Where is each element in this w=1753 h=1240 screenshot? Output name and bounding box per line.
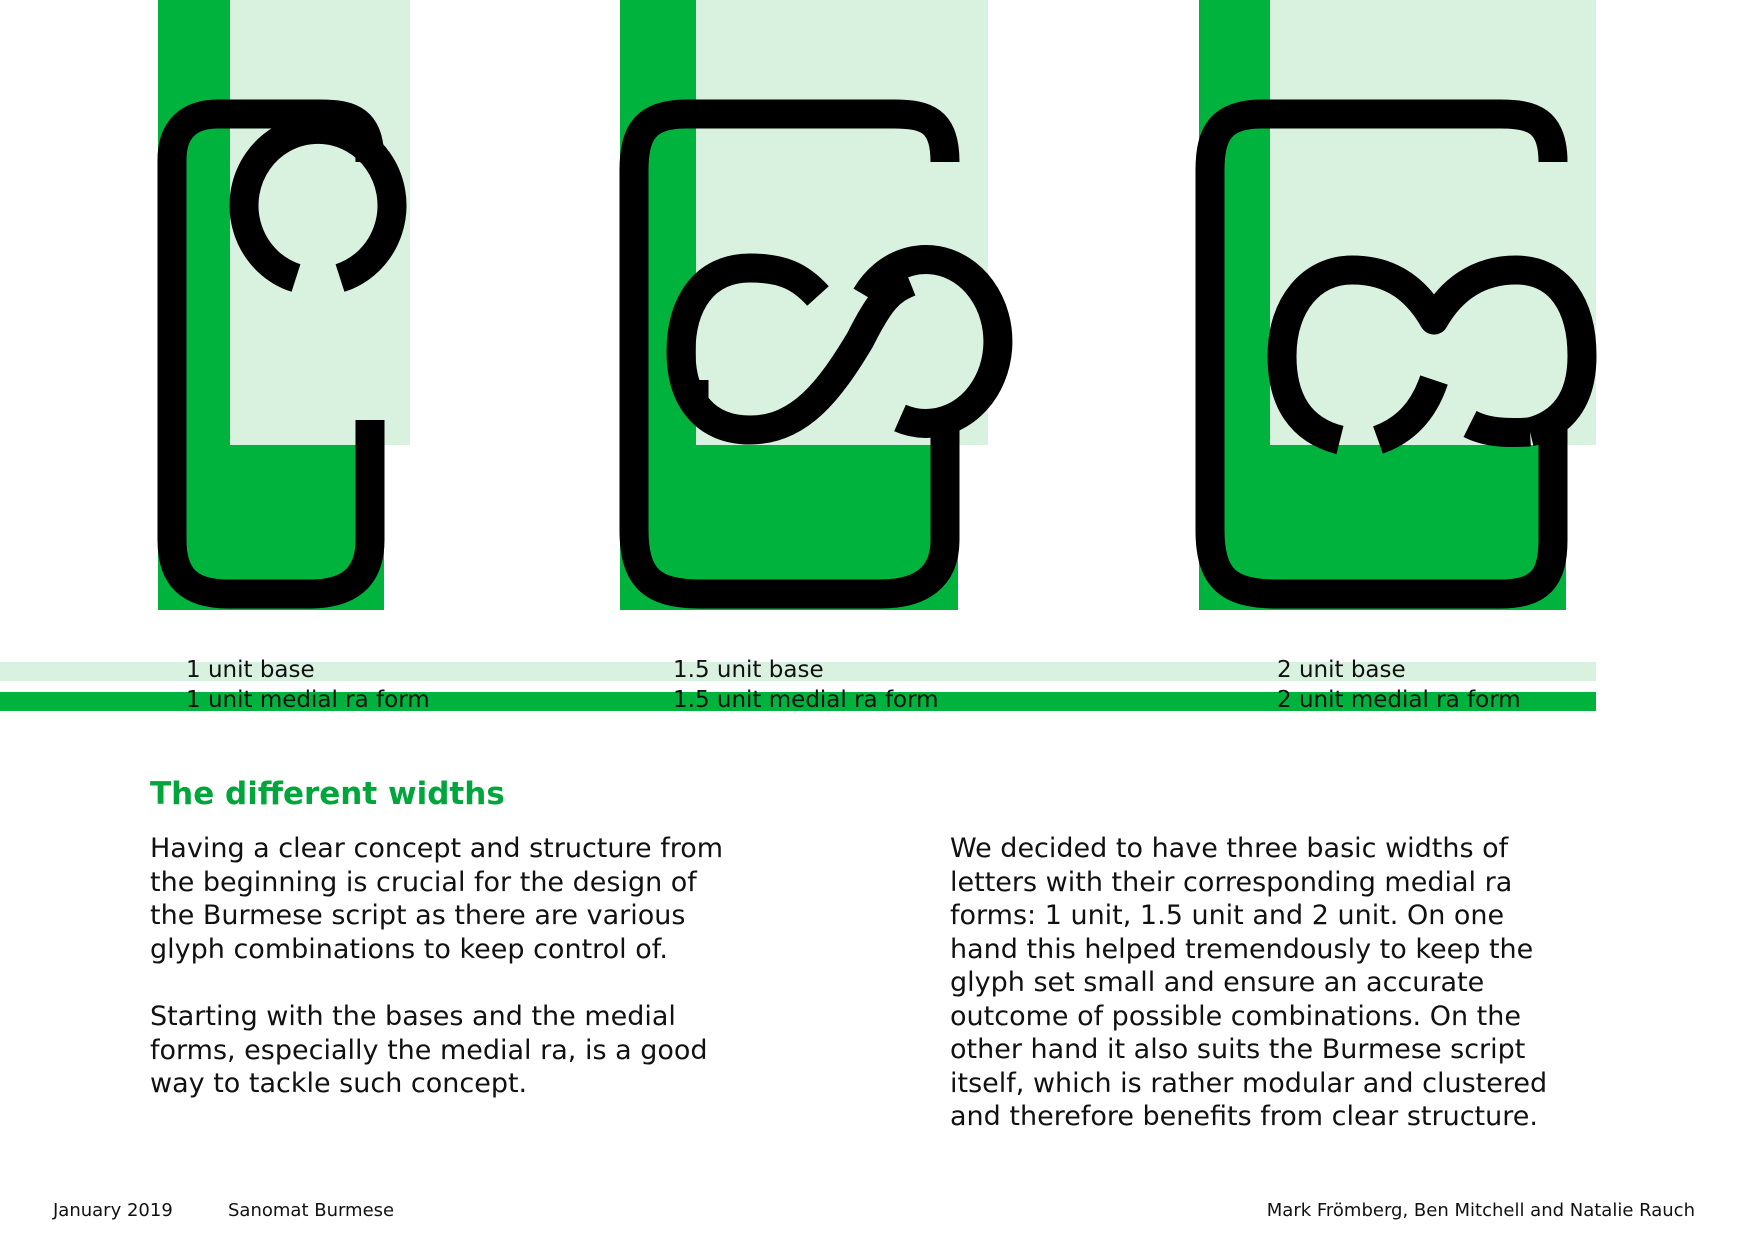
left-paragraph-2: Starting with the bases and the medial forms, especially the medial ra, is a good way to tackle such concept.	[150, 1001, 708, 1099]
footer-project: Sanomat Burmese	[228, 1200, 395, 1221]
medial-ra-glyph-1	[172, 114, 370, 594]
left-paragraph-1: Having a clear concept and structure from the beginning is crucial for the design of the Burmese script as there are various glyph combinations to keep control of.	[150, 833, 724, 965]
right-paragraph: We decided to have three basic widths of letters with their corresponding medial ra forms: 1 unit, 1.5 unit and 2 unit. On one hand this helped tremendously to keep the glyph set small and ensure an accurate outcome of possible combinations. On the other hand it also suits the Burmese script itself, which is rather modular and clustered and therefore benefits from clear structure.	[950, 833, 1548, 1132]
footer-authors: Mark Frömberg, Ben Mitchell and Natalie Rauch	[1266, 1200, 1695, 1221]
section-heading: The different widths	[150, 776, 505, 812]
medial-label-3: 2 unit medial ra form	[1277, 687, 1521, 713]
base-glyph-1	[244, 129, 392, 278]
medial-label-1: 1 unit medial ra form	[186, 687, 430, 713]
base-label-2: 1.5 unit base	[673, 657, 824, 683]
footer-date: January 2019	[53, 1200, 173, 1221]
medial-ra-glyph-3	[1210, 114, 1553, 594]
medial-label-2: 1.5 unit medial ra form	[673, 687, 939, 713]
base-label-3: 2 unit base	[1277, 657, 1406, 683]
base-label-1: 1 unit base	[186, 657, 315, 683]
